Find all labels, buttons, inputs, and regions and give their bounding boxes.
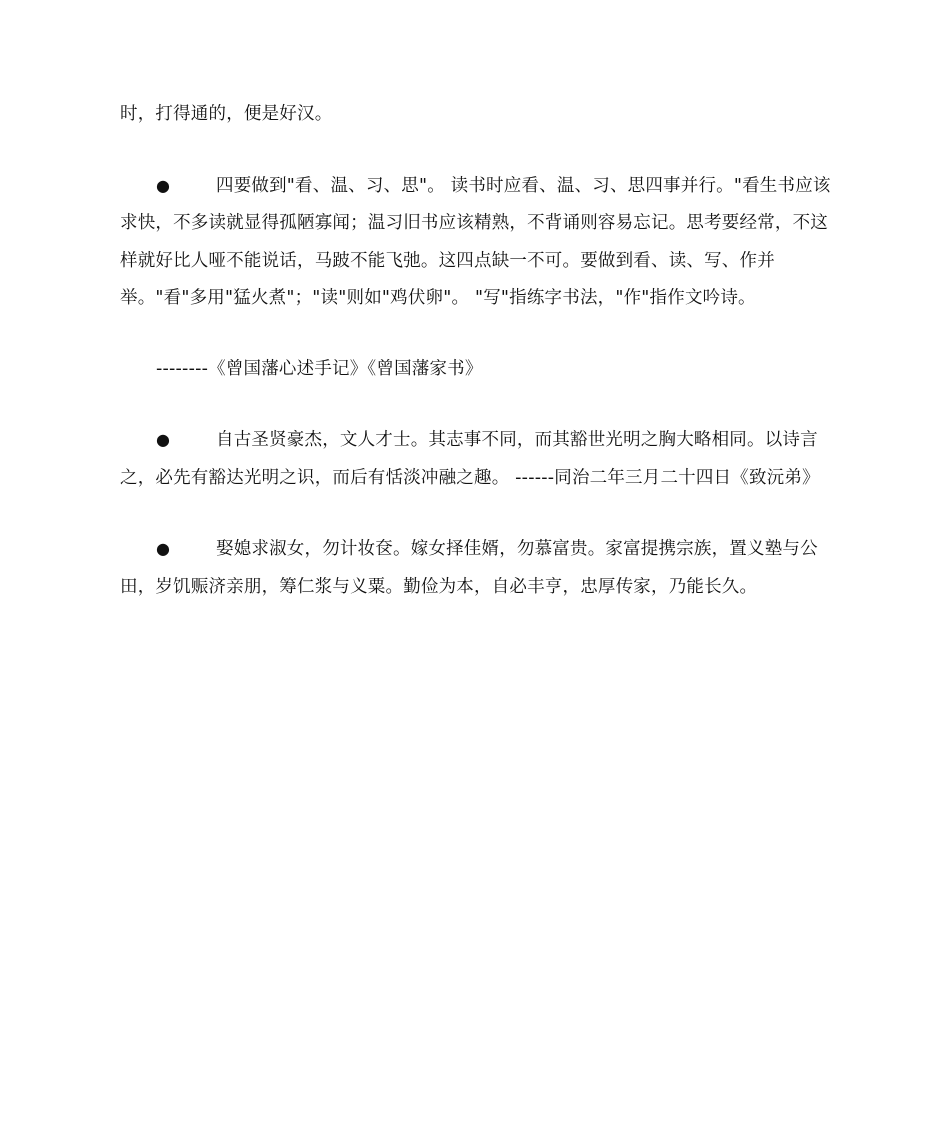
bullet-paragraph-reading-method — [120, 167, 832, 318]
source-citation: --------《曾国藩心述手记》《曾国藩家书》 — [156, 358, 483, 379]
bullet-paragraph-sages — [120, 421, 832, 497]
bullet-text-sages: 自古圣贤豪杰，文人才士。其志事不同，而其豁世光明之胸大略相同。以诗言之，必先有豁达光明之识，而后有恬淡冲融之趣。 ------同治二年三月二十四日《致沅弟》 — [120, 430, 820, 488]
bullet-text-reading-method: 四要做到"看、温、习、思"。 读书时应看、温、习、思四事并行。"看生书应该求快，不多读就显得孤陋寡闻；温习旧书应该精熟，不背诵则容易忘记。思考要经常，不这样就好比人哑不能说话，马跛不能飞弛。这四点缺一不可。要做到看、读、写、作并举。"看"多用"猛火煮"；"读"则如"鸡伏卵"。 "写"指练字书法，"作"指作文吟诗。 — [120, 175, 831, 308]
bullet-icon: ● — [156, 175, 171, 195]
paragraph-continuation: 时，打得通的，便是好汉。 — [120, 104, 333, 124]
paragraph-spacer — [120, 134, 832, 167]
bullet-text-family: 娶媳求淑女，勿计妆奁。嫁女择佳婿，勿慕富贵。家富提携宗族，置义塾与公田，岁饥赈济亲朋，筹仁浆与义粟。勤俭为本，自必丰亨，忠厚传家，乃能长久。 — [120, 539, 818, 597]
bullet-icon: ● — [156, 539, 171, 558]
bullet-icon: ● — [156, 430, 171, 449]
paragraph-spacer — [120, 318, 832, 351]
bullet-paragraph-family — [120, 530, 832, 606]
paragraph-spacer — [120, 388, 832, 421]
document-body — [120, 96, 832, 606]
paragraph-spacer — [120, 497, 832, 530]
